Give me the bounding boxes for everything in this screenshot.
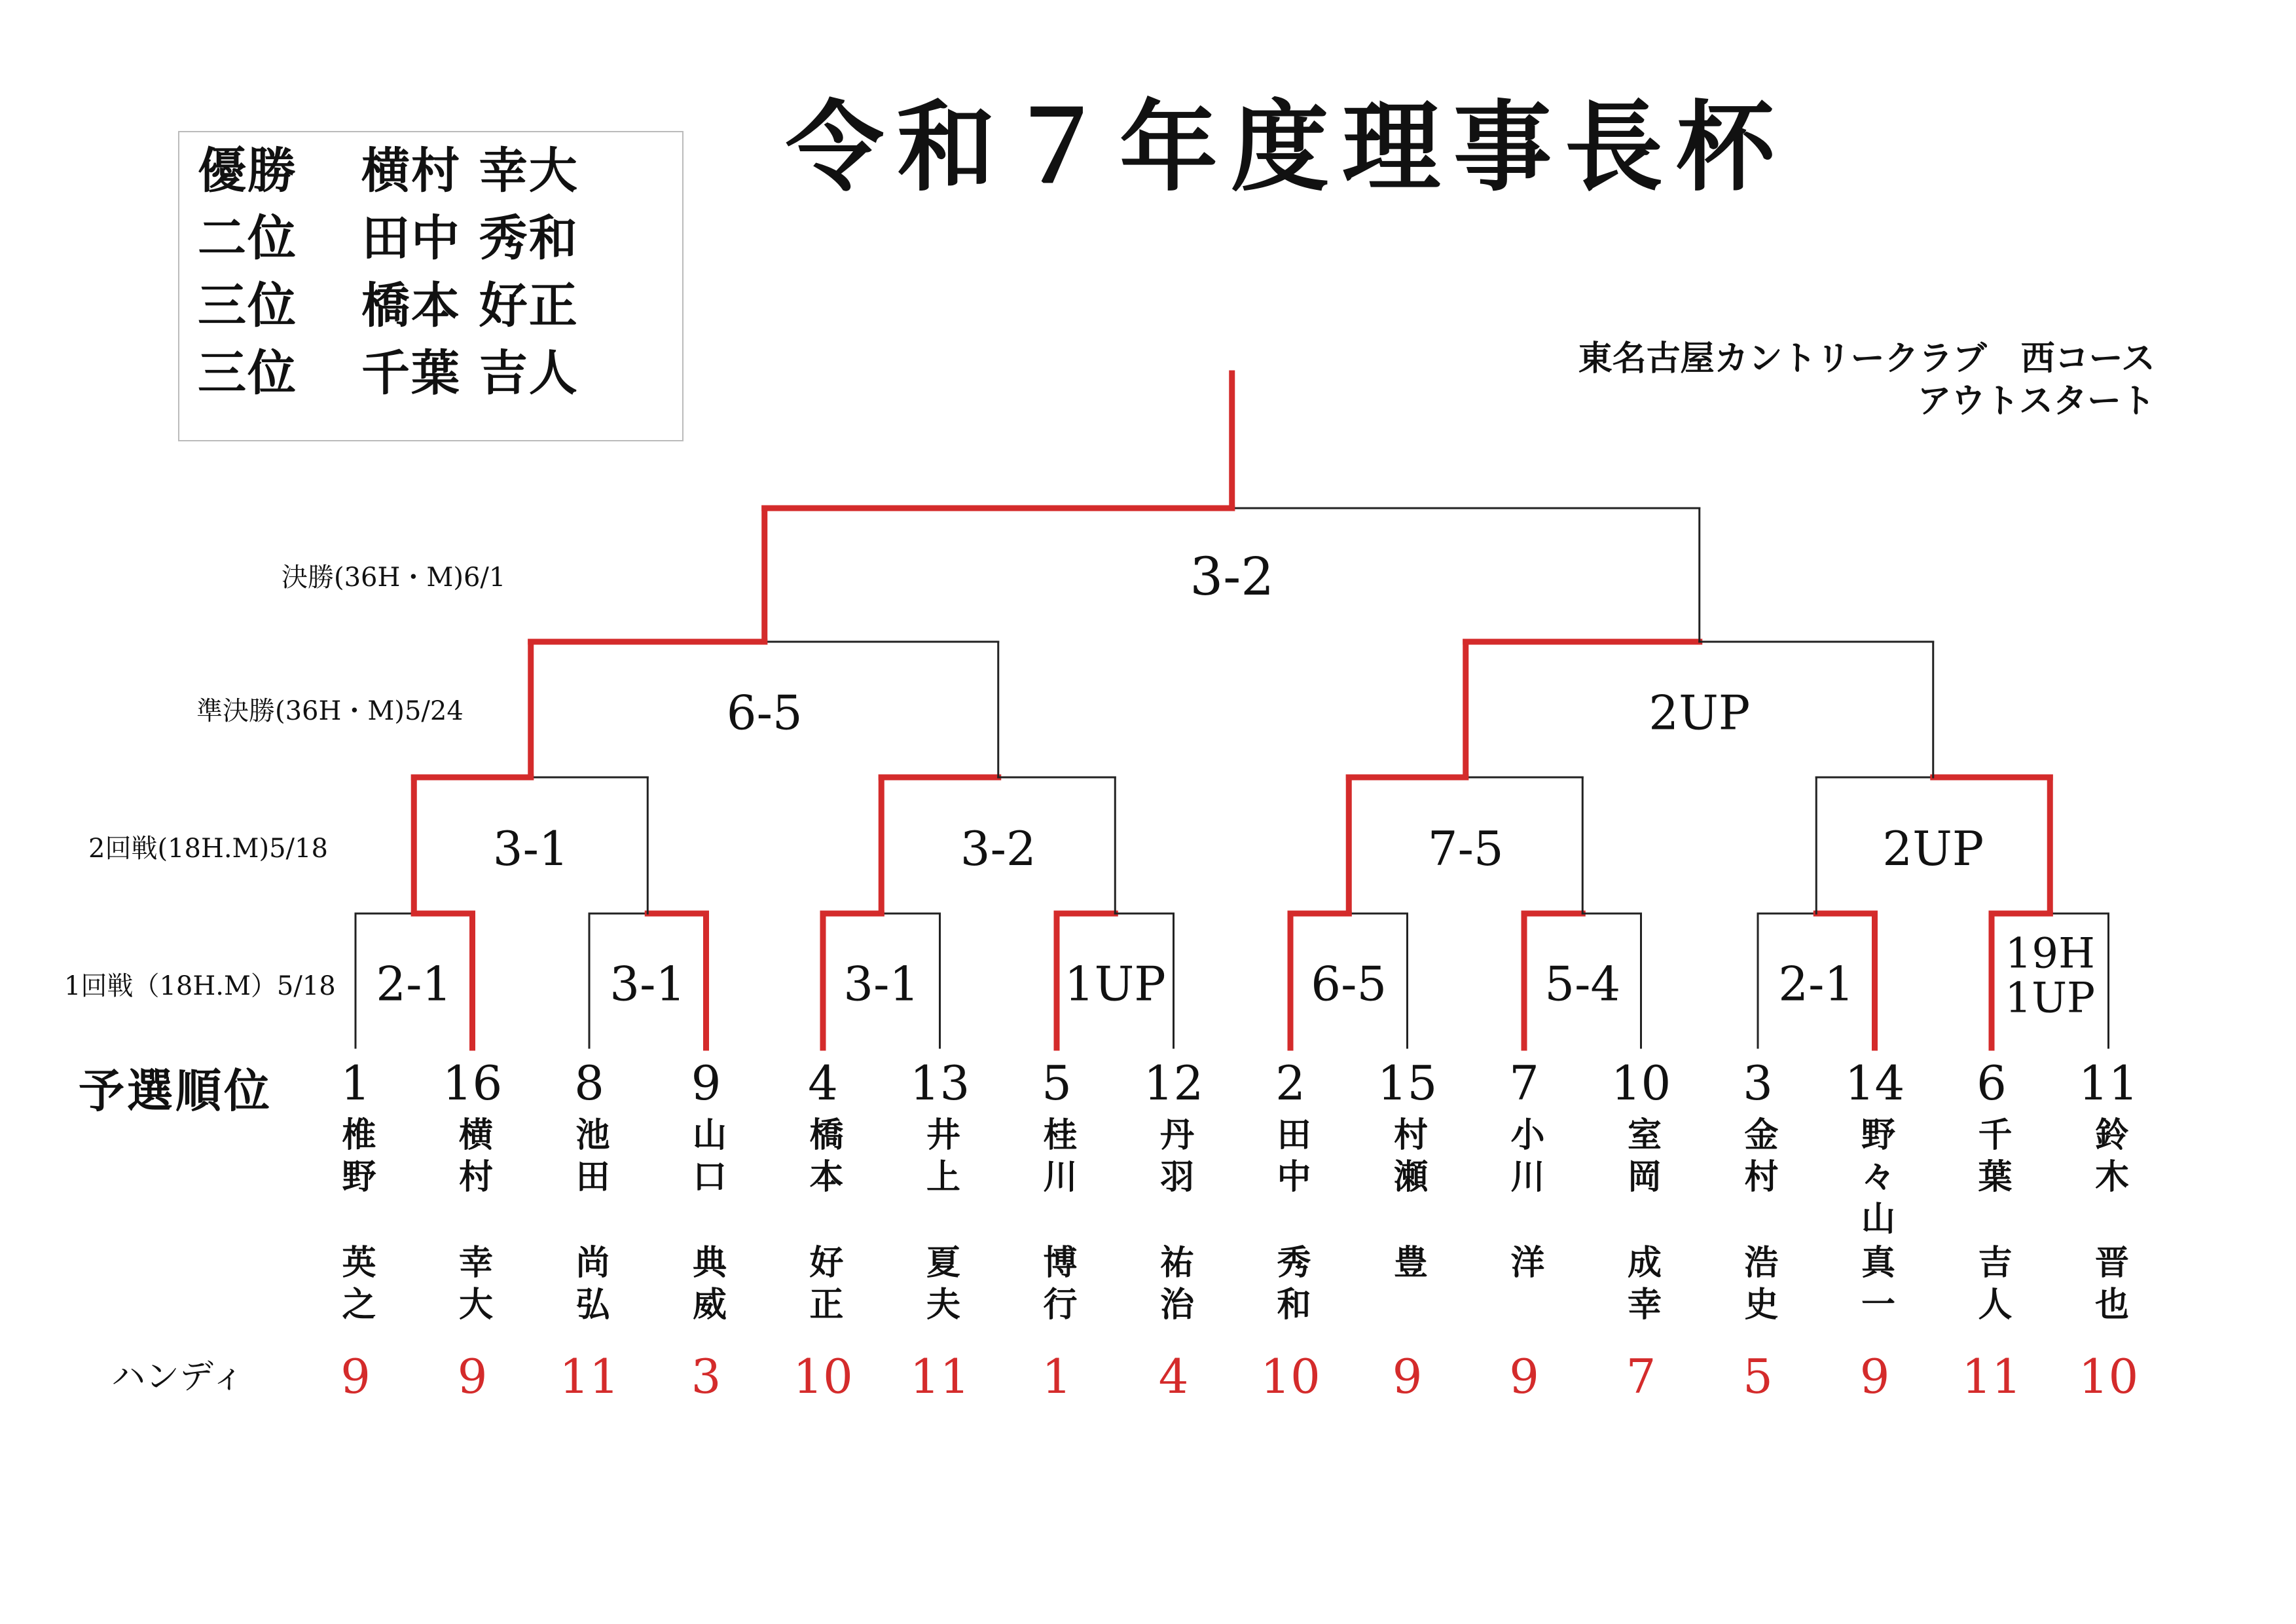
player-handicap: 11: [1961, 1349, 2022, 1404]
player-given-name: 典威: [686, 1244, 727, 1328]
player-surname: 金村: [1738, 1116, 1778, 1200]
match-score: 3-2: [1190, 546, 1275, 607]
result-name: 横村 幸大: [361, 143, 579, 199]
match-score: 5-4: [1544, 956, 1621, 1012]
player-handicap: 10: [1260, 1349, 1321, 1404]
handicap-row-label: ハンディ: [111, 1357, 245, 1397]
player-given-name: 英之: [336, 1244, 376, 1328]
player-given-name: 好正: [803, 1244, 843, 1328]
player-given-name: 尚弘: [570, 1244, 610, 1328]
seed-number: 13: [909, 1056, 970, 1111]
player-surname: 千葉: [1972, 1116, 2012, 1200]
match-score: 2UP: [1649, 685, 1751, 741]
seed-number: 3: [1743, 1056, 1773, 1111]
player-surname: 井上: [920, 1116, 960, 1200]
result-rank: 三位: [198, 345, 297, 401]
seed-number: 12: [1143, 1056, 1204, 1111]
player-surname: 小川: [1504, 1116, 1544, 1200]
round-label-final: 決勝(36H・M)6/1: [282, 563, 506, 593]
player-handicap: 10: [793, 1349, 853, 1404]
player-given-name: 祐治: [1154, 1244, 1194, 1328]
seed-number: 7: [1509, 1056, 1539, 1111]
result-rank: 優勝: [198, 143, 297, 199]
player-handicap: 9: [1392, 1349, 1423, 1404]
result-rank: 二位: [198, 210, 297, 267]
match-score: 2-1: [376, 956, 452, 1012]
player-surname: 池田: [570, 1116, 610, 1200]
player-surname: 椎野: [336, 1116, 376, 1200]
match-score: 7-5: [1427, 821, 1504, 876]
match-score: 6-5: [1311, 956, 1387, 1012]
player-handicap: 9: [457, 1349, 488, 1404]
match-score: 3-1: [843, 956, 920, 1012]
player-handicap: 9: [1509, 1349, 1539, 1404]
seed-row-label: 予選順位: [79, 1063, 272, 1118]
page-title: 令和７年度理事長杯: [786, 90, 1788, 205]
seed-number: 10: [1611, 1056, 1671, 1111]
seed-number: 16: [442, 1056, 503, 1111]
player-given-name: 博行: [1037, 1244, 1077, 1328]
round-label-round2: 2回戦(18H.M)5/18: [88, 834, 328, 864]
player-handicap: 3: [691, 1349, 721, 1404]
result-rank: 三位: [198, 278, 297, 334]
player-given-name: 吉人: [1972, 1244, 2012, 1328]
player-surname: 横村: [452, 1116, 493, 1200]
seed-number: 8: [574, 1056, 604, 1111]
player-handicap: 9: [1859, 1349, 1890, 1404]
match-score: 2UP: [1882, 821, 1984, 876]
player-surname: 村瀬: [1387, 1116, 1428, 1200]
player-surname: 橋本: [803, 1116, 843, 1200]
player-handicap: 10: [2078, 1349, 2139, 1404]
result-name: 千葉 吉人: [361, 345, 579, 401]
player-given-name: 秀和: [1271, 1244, 1311, 1328]
player-given-name: 浩史: [1738, 1244, 1778, 1328]
player-handicap: 11: [559, 1349, 619, 1404]
seed-number: 14: [1844, 1056, 1905, 1111]
player-given-name: 真一: [1855, 1244, 1895, 1328]
match-score: 6-5: [726, 685, 803, 741]
player-given-name: 晋也: [2088, 1244, 2129, 1328]
match-score: 3-2: [960, 821, 1036, 876]
seed-number: 6: [1977, 1056, 2007, 1111]
seed-number: 2: [1275, 1056, 1305, 1111]
player-surname: 鈴木: [2088, 1116, 2129, 1200]
result-name: 田中 秀和: [361, 210, 579, 267]
player-handicap: 9: [340, 1349, 371, 1404]
seed-number: 5: [1042, 1056, 1072, 1111]
player-given-name: 夏夫: [920, 1244, 960, 1328]
seed-number: 9: [691, 1056, 721, 1111]
round-label-round1: 1回戦（18H.M）5/18: [64, 971, 336, 1001]
player-given-name: 成幸: [1621, 1244, 1662, 1328]
player-surname: 室岡: [1621, 1116, 1662, 1200]
player-given-name: 豊: [1387, 1244, 1428, 1286]
player-surname: 野々山: [1855, 1116, 1895, 1242]
venue-name: 東名古屋カントリークラブ 西コース: [1578, 339, 2155, 378]
seed-number: 1: [340, 1056, 371, 1111]
player-given-name: 幸大: [452, 1244, 493, 1328]
match-score: 2-1: [1778, 956, 1855, 1012]
player-surname: 田中: [1271, 1116, 1311, 1200]
seed-number: 4: [808, 1056, 838, 1111]
player-handicap: 7: [1626, 1349, 1656, 1404]
venue-start: アウトスタート: [1917, 381, 2155, 421]
seed-number: 15: [1377, 1056, 1438, 1111]
player-given-name: 洋: [1504, 1244, 1544, 1286]
player-surname: 桂川: [1037, 1116, 1077, 1200]
player-handicap: 11: [909, 1349, 970, 1404]
player-handicap: 1: [1042, 1349, 1072, 1404]
player-handicap: 5: [1743, 1349, 1773, 1404]
result-name: 橋本 好正: [361, 278, 579, 334]
match-score: 3-1: [492, 821, 569, 876]
player-surname: 丹羽: [1154, 1116, 1194, 1200]
match-score: 3-1: [610, 956, 686, 1012]
match-score: 19H 1UP: [2005, 929, 2096, 1023]
player-handicap: 4: [1158, 1349, 1189, 1404]
match-score: 1UP: [1064, 956, 1166, 1012]
player-surname: 山口: [686, 1116, 727, 1200]
seed-number: 11: [2078, 1056, 2139, 1111]
round-label-semi: 準決勝(36H・M)5/24: [196, 696, 464, 726]
